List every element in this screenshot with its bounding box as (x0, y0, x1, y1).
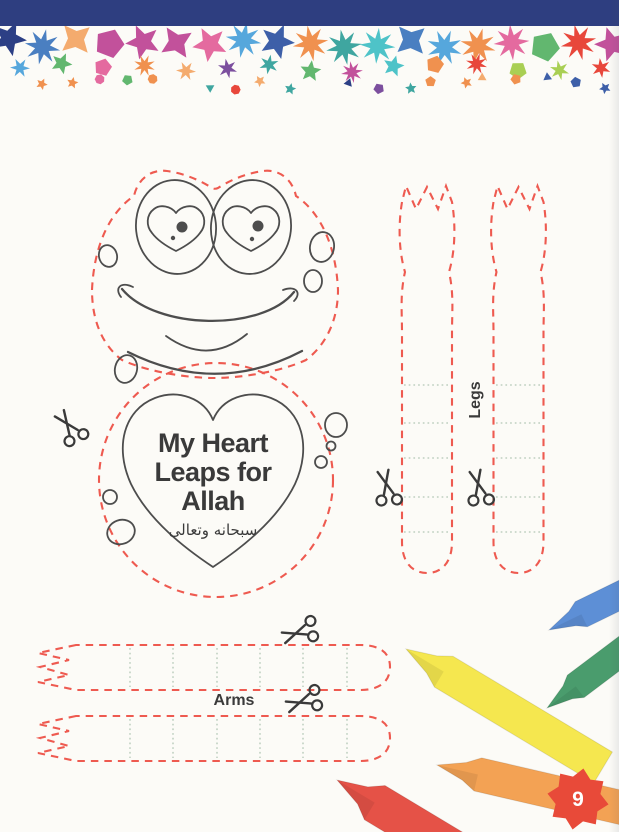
scissors-icon (371, 468, 403, 508)
heart-message-line: Leaps for (154, 457, 272, 487)
heart-message (113, 429, 313, 539)
arm-strip-top (38, 645, 390, 690)
legs-label: Legs (467, 381, 484, 419)
scissors-icon (463, 468, 495, 508)
page-number: 9 (572, 788, 584, 811)
scissors-icon (49, 406, 90, 450)
heart-pupil-right (223, 206, 280, 251)
frog-mouth (118, 285, 302, 374)
arm-strips (38, 615, 390, 761)
frog-head-cutline (92, 171, 338, 378)
frog-eyes (131, 176, 295, 278)
arm-strip-bottom (38, 716, 390, 761)
heart-message-line: Allah (181, 486, 245, 516)
heart-pupil-left (148, 206, 205, 251)
crayon-yellow (397, 634, 613, 783)
leg-strip-left (400, 186, 455, 573)
heart-message-line: My Heart (157, 428, 269, 458)
leg-strip-right (491, 186, 546, 573)
leg-strips (371, 186, 546, 573)
scissors-icon (284, 684, 326, 719)
honorific-arabic: سبحانه وتعالى (168, 521, 258, 539)
crayon-blue (543, 560, 619, 642)
arms-label: Arms (213, 692, 255, 709)
